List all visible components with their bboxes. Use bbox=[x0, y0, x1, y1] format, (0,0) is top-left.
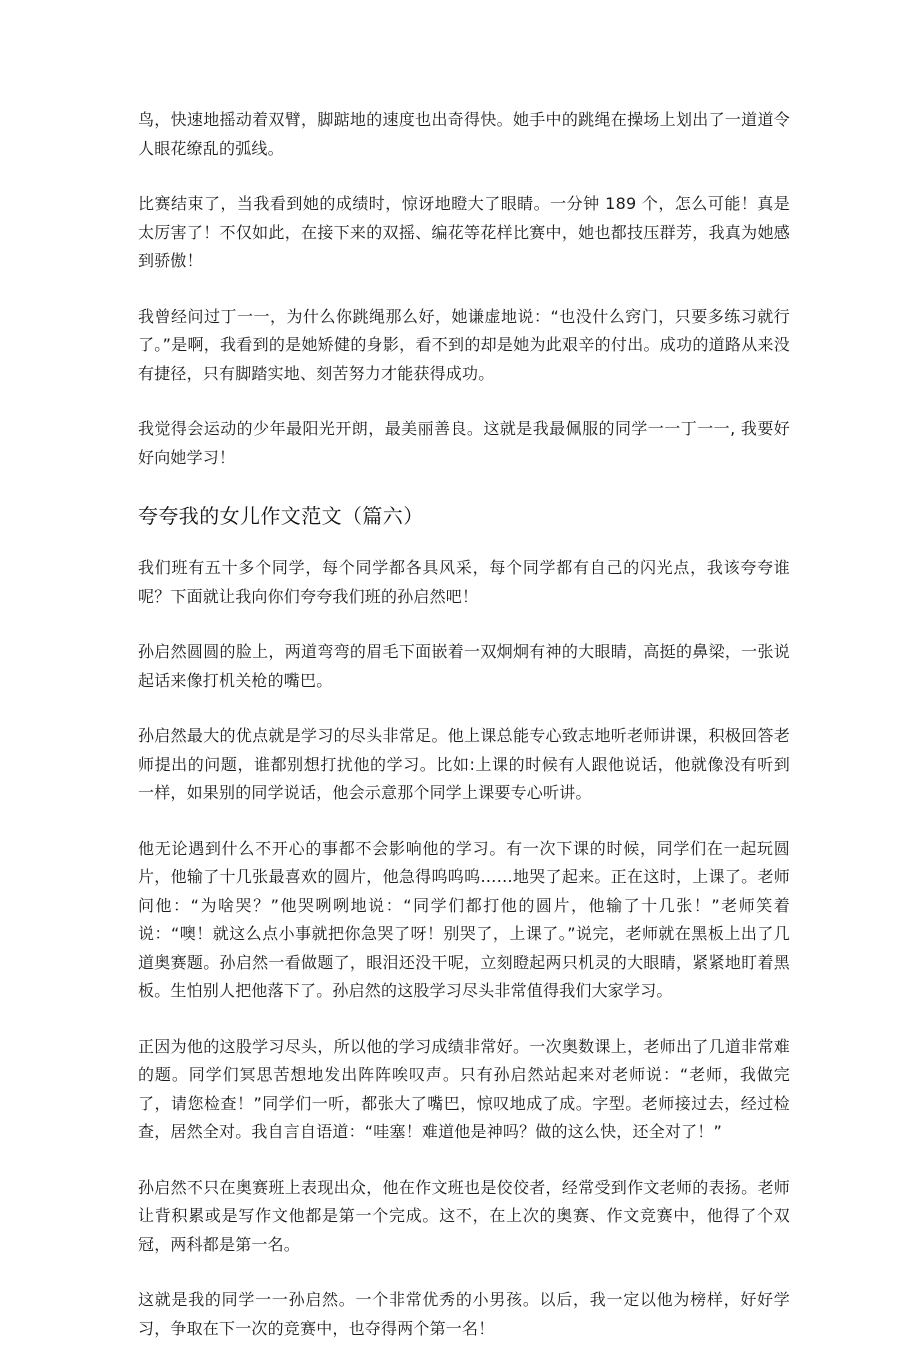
paragraph-interview: 我曾经问过丁一一，为什么你跳绳那么好，她谦虚地说：“也没什么窍门，只要多练习就行了。”是啊，我看到的是她矫健的身影，看不到的却是她为此艰辛的付出。成功的道路从来没有捷径，只有脚踏实地、刻苦努力才能获得成功。 bbox=[138, 306, 790, 383]
paragraph-conclusion-1: 我觉得会运动的少年最阳光开朗，最美丽善良。这就是我最佩服的同学一一丁一一, 我要好好向她学习！ bbox=[138, 419, 790, 467]
paragraph-awards: 孙启然不只在奥赛班上表现出众，他在作文班也是佼佼者，经常受到作文老师的表扬。老师让背积累或是写作文他都是第一个完成。这不，在上次的奥赛、作文竞赛中，他得了个双冠，两科都是第一名。 bbox=[138, 1177, 790, 1254]
paragraph-rope-skipping: 鸟，快速地摇动着双臂，脚踮地的速度也出奇得快。她手中的跳绳在操场上划出了一道道令人眼花缭乱的弧线。 bbox=[138, 110, 790, 158]
document-body bbox=[138, 106, 790, 1370]
paragraph-intro: 我们班有五十多个同学，每个同学都各具风采，每个同学都有自己的闪光点，我该夸夸谁呢？下面就让我向你们夸夸我们班的孙启然吧！ bbox=[138, 558, 790, 606]
paragraph-story: 他无论遇到什么不开心的事都不会影响他的学习。有一次下课的时候，同学们在一起玩圆片，他输了十几张最喜欢的圆片，他急得呜呜呜……地哭了起来。正在这时，上课了。老师问他：“为啥哭？”他哭咧咧地说：“同学们都打他的圆片，他输了十几张！”老师笑着说：“噢！就这么点小事就把你急哭了呀！别哭了，上课了。”说完，老师就在黑板上出了几道奥赛题。孙启然一看做题了，眼泪还没干呢，立刻瞪起两只机灵的大眼睛，紧紧地盯着黑板。生怕别人把他落下了。孙启然的这股学习尽头非常值得我们大家学习。 bbox=[138, 838, 790, 1000]
paragraph-competition-result: 比赛结束了，当我看到她的成绩时，惊讶地瞪大了眼睛。一分钟 189 个，怎么可能！真是太厉害了！不仅如此，在接下来的双摇、编花等花样比赛中，她也都技压群芳，我真为她感到骄傲！ bbox=[138, 194, 790, 270]
section-heading: 夸夸我的女儿作文范文（篇六） bbox=[138, 504, 424, 528]
paragraph-conclusion-2: 这就是我的同学一一孙启然。一个非常优秀的小男孩。以后，我一定以他为榜样，好好学习，争取在下一次的竞赛中，也夺得两个第一名！ bbox=[138, 1290, 790, 1338]
paragraph-strength: 孙启然最大的优点就是学习的尽头非常足。他上课总能专心致志地听老师讲课，积极回答老师提出的问题，谁都别想打扰他的学习。比如:上课的时候有人跟他说话，他就像没有听到一样，如果别的同学说话，他会示意那个同学上课要专心听讲。 bbox=[138, 726, 790, 802]
paragraph-math-class: 正因为他的这股学习尽头，所以他的学习成绩非常好。一次奥数课上，老师出了几道非常难的题。同学们冥思苦想地发出阵阵唉叹声。只有孙启然站起来对老师说：“老师，我做完了，请您检查！”同学们一听，都张大了嘴巴，惊叹地成了成。字型。老师接过去，经过检查，居然全对。我自言自语道：“哇塞！难道他是神吗？做的这么快，还全对了！” bbox=[138, 1036, 790, 1141]
paragraph-appearance: 孙启然圆圆的脸上，两道弯弯的眉毛下面嵌着一双炯炯有神的大眼睛，高挺的鼻梁，一张说起话来像打机关枪的嘴巴。 bbox=[138, 642, 790, 690]
